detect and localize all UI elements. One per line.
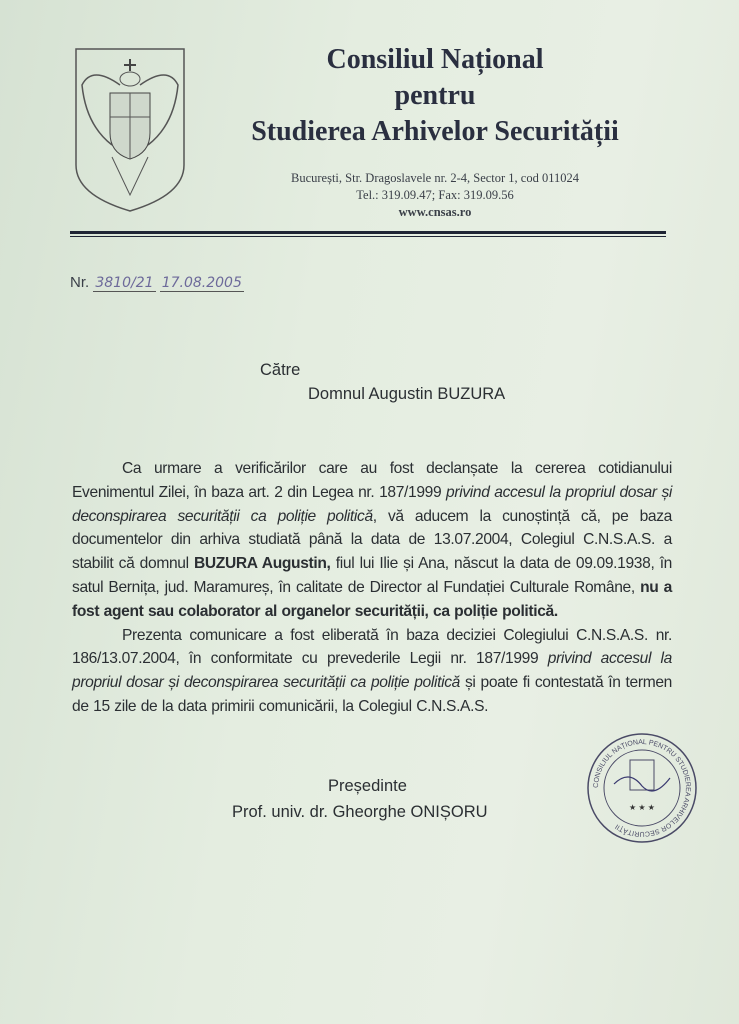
seal-stars: ★ ★ ★ (629, 803, 655, 812)
text: Prezenta comunicare a fost eliberată în baza deciziei Colegiului C.N.S.A.S. nr. 186/13.07.2004, în conformitate cu prevederile Legii nr. 187/1999 (72, 626, 672, 668)
handwritten-date: 17.08.2005 (161, 275, 242, 291)
institution-title (200, 42, 670, 150)
signatory-title: Președinte (328, 777, 407, 795)
text: fiul lui Ilie și Ana, născut la data de 09.09.1938, în satul Bernița, jud. Maramureș, în calitate de Director al Fundației Culturale Române, (72, 555, 672, 596)
handwritten-number: 3810/21 (95, 275, 154, 291)
header-rule (70, 231, 666, 234)
text: , vă aducem la cunoștință că, pe baza documentelor din arhiva studiată până la data de 13.07.2004, Colegiul C.N.S.A.S. a stabilit că domnul (72, 507, 672, 573)
romanian-coat-of-arms-icon (72, 45, 188, 215)
title-line-2: pentru (394, 80, 476, 111)
reference-label: Nr. (70, 274, 90, 291)
website: www.cnsas.ro (398, 205, 472, 219)
svg-text:CONSILIUL NAȚIONAL PENTRU STUD (593, 739, 691, 837)
paragraph-1 (72, 457, 672, 624)
signatory-name: Prof. univ. dr. Gheorghe ONIȘORU (232, 803, 488, 821)
salutation: Către (260, 361, 301, 379)
seal-text: CONSILIUL NAȚIONAL PENTRU STUDIEREA ARHIVELOR SECURITĂȚII (592, 738, 692, 838)
paragraph-2 (72, 624, 672, 719)
law-title: privind accesul la propriul dosar și deconspirarea securității ca poliție politică (72, 650, 672, 692)
title-line-3: Studierea Arhivelor Securității (251, 116, 619, 147)
header-rule-thin (70, 236, 666, 237)
address: București, Str. Dragoslavele nr. 2-4, Sector 1, cod 011024 (290, 171, 580, 185)
contact-block (200, 170, 670, 221)
phone-fax: Tel.: 319.09.47; Fax: 319.09.56 (356, 188, 514, 202)
text: Ca urmare a verificărilor care au fost declanșate la cererea cotidianului Evenimentul Zilei, în baza art. 2 din Legea nr. 187/1999 (72, 460, 672, 501)
text: și poate fi contestată în termen de 15 zile de la data primirii comunicării, la Colegiul C.N.S.A.S. (72, 674, 672, 715)
recipient-name: Domnul Augustin BUZURA (308, 385, 506, 403)
subject-name: BUZURA Augustin, (193, 555, 331, 573)
letter-body (72, 457, 672, 719)
reference-number (70, 274, 244, 291)
verdict: nu a fost agent sau colaborator al organelor securității, ca poliție politică. (72, 578, 672, 620)
title-line-1: Consiliul Național (326, 44, 544, 75)
signature-scribble (614, 777, 670, 791)
official-seal-icon (584, 738, 700, 838)
law-title: privind accesul la propriul dosar și deconspirarea securității ca poliție politică (72, 483, 673, 525)
